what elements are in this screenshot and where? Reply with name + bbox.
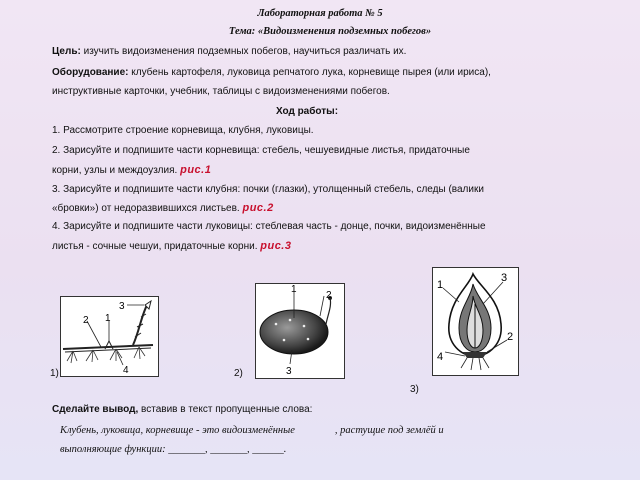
conclusion-fill-part-1: Клубень, луковица, корневище - это видоизменённые [60,425,295,436]
step-1: 1. Рассмотрите строение корневища, клубня, луковицы. [52,125,314,136]
equipment-line-2: инструктивные карточки, учебник, таблицы с видоизменениями побегов. [52,86,390,97]
tuber-label-3: 3 [286,366,292,377]
bulb-label-4: 4 [437,351,444,363]
bulb-figure [432,267,519,376]
equipment-label: Оборудование: [52,67,129,78]
rhizome-label-4: 4 [123,365,129,376]
rhizome-figure [60,296,159,377]
rhizome-label-3: 3 [119,301,125,312]
bulb-label-3: 3 [501,272,508,284]
step-4-text: листья - сочные чешуи, придаточные корни. [52,241,258,252]
fig-ref-1: рис.1 [180,164,212,176]
tuber-drawing [256,284,344,378]
page-title: Лабораторная работа № 5 [257,8,383,19]
tuber-label-1: 1 [291,284,297,295]
tuber-label-2: 2 [326,290,332,301]
step-2-cont [52,164,211,177]
step-4-cont [52,240,291,253]
rhizome-drawing [61,297,158,376]
goal-label: Цель: [52,46,81,57]
conclusion-text: вставив в текст пропущенные слова: [138,404,313,415]
step-4: 4. Зарисуйте и подпишите части луковицы: стеблевая часть - донце, почки, видоизменённые [52,221,486,232]
step-3: 3. Зарисуйте и подпишите части клубня: почки (глазки), утолщенный стебель, следы (валики [52,184,484,195]
conclusion-fill-line-2: выполняющие функции: _______, _______, ______. [60,444,287,455]
step-3-text: «бровки») от недоразвившихся листьев. [52,203,240,214]
step-3-cont [52,202,274,215]
figure-3-number: 3) [410,384,419,395]
progress-heading: Ход работы: [275,106,339,117]
conclusion-label: Сделайте вывод, [52,404,139,415]
step-2: 2. Зарисуйте и подпишите части корневища: стебель, чешуевидные листья, придаточные [52,145,470,156]
figure-1-number: 1) [50,368,59,379]
page-theme: Тема: «Видоизменения подземных побегов» [228,26,432,37]
conclusion-fill-line-1 [60,425,444,437]
figure-2-number: 2) [234,368,243,379]
step-2-text: корни, узлы и междоузлия. [52,165,178,176]
equipment-line [52,67,491,79]
goal-line [52,46,406,58]
tuber-figure [255,283,345,379]
bulb-label-2: 2 [507,331,514,343]
conclusion-fill-part-2: , растущие под землёй и [334,425,444,436]
goal-text: изучить видоизменения подземных побегов, научиться различать их. [80,46,407,57]
bulb-label-1: 1 [437,279,444,291]
rhizome-label-2: 2 [83,315,89,326]
bulb-drawing [433,268,518,375]
fig-ref-2: рис.2 [242,202,274,214]
fig-ref-3: рис.3 [260,240,292,252]
conclusion-line [52,404,312,416]
rhizome-label-1: 1 [105,313,111,324]
equipment-text: клубень картофеля, луковица репчатого лука, корневище пырея (или ириса), [128,67,491,78]
